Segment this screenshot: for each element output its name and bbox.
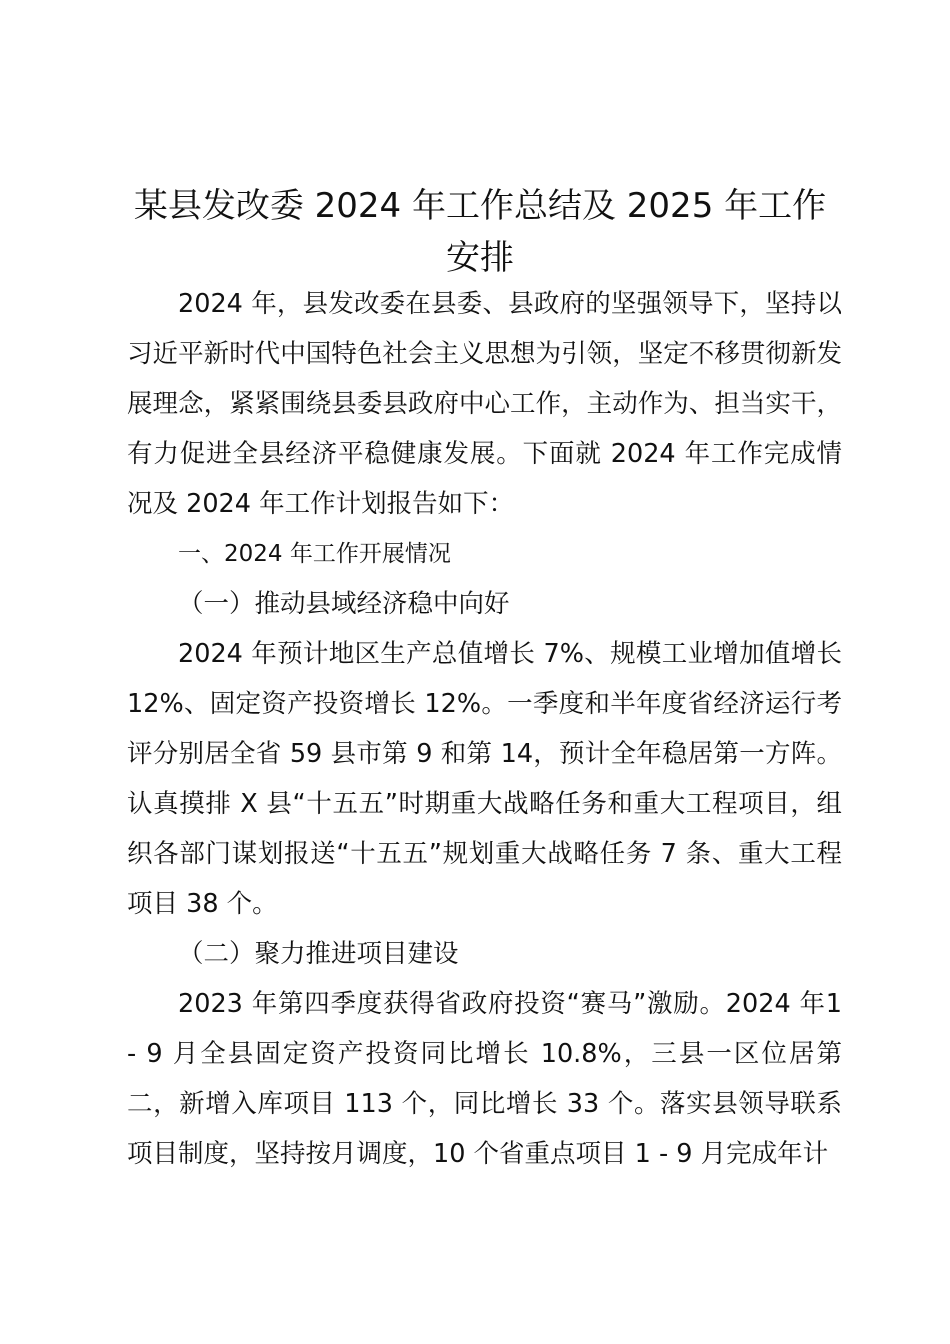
body-paragraph-2: 2023 年第四季度获得省政府投资“赛马”激励。2024 年1 - 9 月全县固定资产投资同比增长 10.8%，三县一区位居第二，新增入库项目 113 个，同比增长 33 个。落实县领导联系项目制度，坚持按月调度，10 个省重点项目 1 - 9 月完成年计 — [127, 989, 842, 1169]
intro-paragraph: 2024 年，县发改委在县委、县政府的坚强领导下，坚持以习近平新时代中国特色社会主义思想为引领，坚定不移贯彻新发展理念，紧紧围绕县委县政府中心工作，主动作为、担当实干，有力促进全县经济平稳健康发展。下面就 2024 年工作完成情况及 2024 年工作计划报告如下： — [127, 289, 842, 519]
body-paragraph-1: 2024 年预计地区生产总值增长 7%、规模工业增加值增长12%、固定资产投资增长 12%。一季度和半年度省经济运行考评分别居全省 59 县市第 9 和第 14，预计全年稳居第一方阵。认真摸排 X 县“十五五”时期重大战略任务和重大工程项目，组织各部门谋划报送“十五五”规划重大战略任务 7 条、重大工程项目 38 个。 — [127, 639, 842, 919]
subsection-heading-1: （一）推动县域经济稳中向好 — [178, 589, 510, 619]
document-body — [127, 279, 842, 1179]
section-heading-1: 一、2024 年工作开展情况 — [178, 541, 451, 567]
title-line-2: 安排 — [446, 238, 514, 278]
document-title — [110, 180, 850, 284]
subsection-heading-2: （二）聚力推进项目建设 — [178, 939, 459, 969]
title-line-1: 某县发改委 2024 年工作总结及 2025 年工作 — [133, 186, 827, 226]
